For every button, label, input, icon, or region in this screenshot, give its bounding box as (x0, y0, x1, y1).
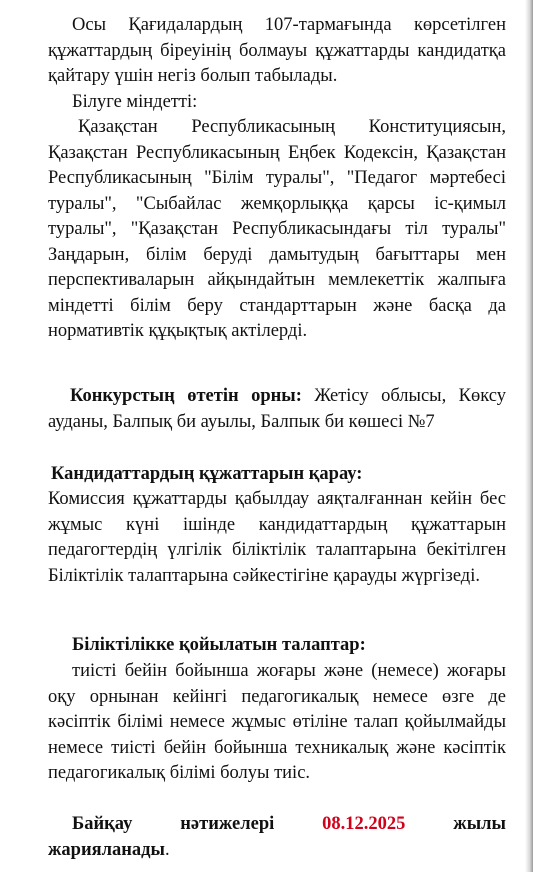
results-word-3: жылы (453, 814, 506, 834)
page-edge-shadow (525, 0, 533, 872)
venue-text: Жетісу облысы, Көксу ауданы, Балпық би ауылы, Балпык би көшесі №7 (48, 386, 506, 432)
results-word-1: Байқау (72, 814, 133, 834)
results-word-2: нәтижелері (180, 814, 275, 834)
review-text: Комиссия құжаттарды қабылдау аяқталғаннан кейін бес жұмыс күні ішінде кандидаттардың құжаттарын педагогтердің үлгілік біліктілік талаптарына бекітілген Біліктілік талаптарына сәйкестігіне қарауды жүргізеді. (48, 489, 506, 586)
paragraph-missing-documents: Осы Қағидалардың 107-тармағында көрсетілген құжаттардың біреуінің болмауы құжаттарды кандидатқа қайтару үшін негіз болып табылады. (48, 15, 506, 86)
review-heading: Кандидаттардың құжаттарын қарау: (51, 464, 363, 484)
venue-label: Конкурстың өтетін орны: (70, 386, 302, 406)
requirements-text: тиісті бейін бойынша жоғары және (немесе) жоғары оқу орнынан кейінгі педагогикалық немесе өзге де кәсіптік білімі немесе жұмыс өтіліне талап қойылмайды немесе тиісті бейін бойынша техникалық және кәсіптік педагогикалық білімі болуы тиіс. (48, 661, 506, 783)
results-period: . (164, 839, 170, 860)
results-announcement (48, 812, 506, 863)
venue-paragraph (48, 384, 506, 435)
must-know-heading: Білуге міндетті: (72, 92, 198, 112)
paragraph-must-know-laws: Қазақстан Республикасының Конституциясын, Қазақстан Республикасының Еңбек Кодексін, Қазақстан Республикасының "Білім туралы", "Педагог мәртебесі туралы", "Сыбайлас жемқорлыққа қарсы іс-қимыл туралы", "Қазақстан Республикасындағы тіл туралы" Заңдарын, білім беруді дамытудың бағыттары мен перспективаларын айқындайтын мемлекеттік жалпыға міндетті білім беру стандарттарын және басқа да нормативтік құқықтық актілерді. (48, 117, 506, 341)
requirements-heading: Біліктілікке қойылатын талаптар: (72, 635, 366, 655)
results-date: 08.12.2025 (322, 814, 406, 834)
results-word-4: жарияланады (48, 839, 165, 860)
